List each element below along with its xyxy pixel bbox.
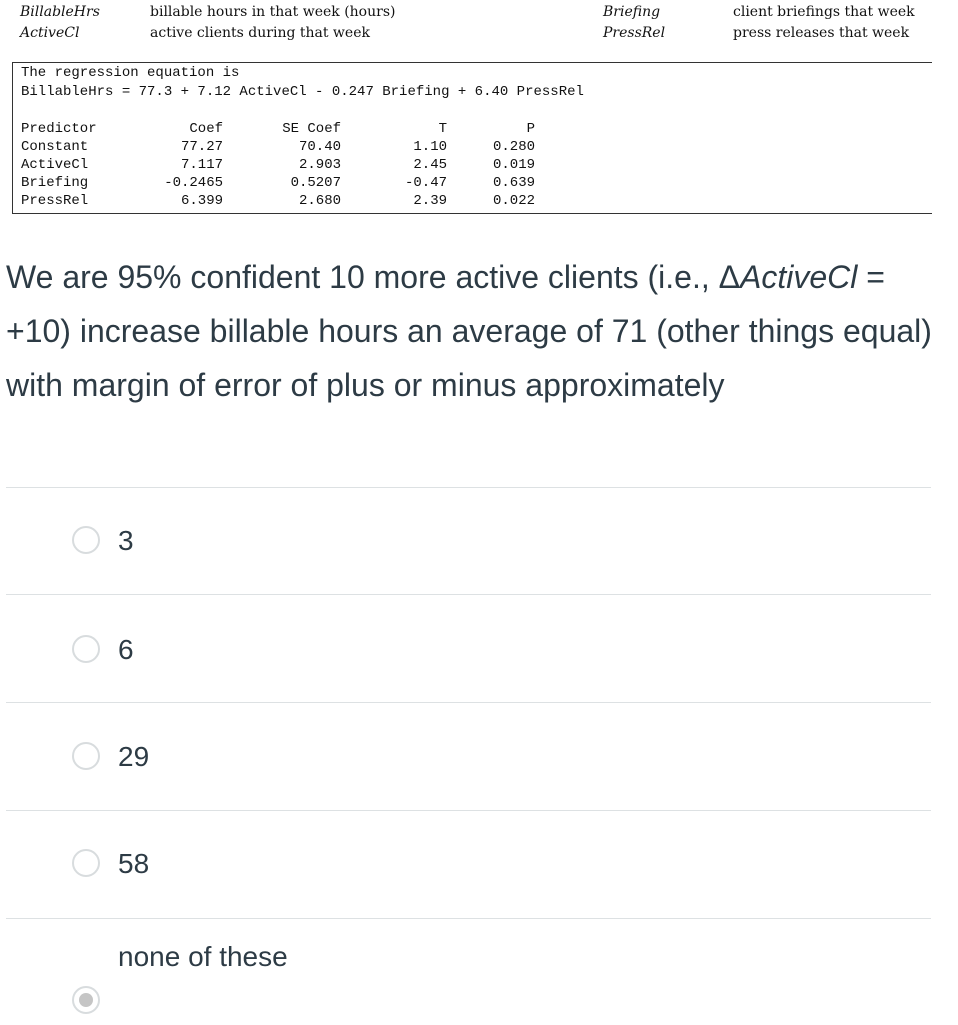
regression-output: [12, 62, 932, 214]
question-part: We are 95% confident 10 more active clients (i.e., Δ: [6, 259, 741, 295]
answer-option[interactable]: [6, 487, 931, 595]
table-cell: 2.903: [298, 157, 341, 173]
answer-option[interactable]: [6, 918, 931, 1025]
definition-desc: client briefings that week: [733, 4, 915, 20]
table-cell: 1.10: [413, 139, 447, 155]
table-cell: Constant: [21, 139, 89, 155]
table-header: T: [438, 121, 447, 137]
table-cell: 0.022: [492, 193, 535, 209]
definition-term: ActiveCl: [20, 25, 80, 41]
table-cell: 70.40: [298, 139, 341, 155]
table-cell: -0.47: [404, 175, 447, 191]
definition-desc: billable hours in that week (hours): [150, 4, 396, 20]
table-cell: 2.680: [298, 193, 341, 209]
question-part: = +10) increase billable hours an average of 71 (other things equal) with margin of error of plus or minus approximately: [6, 259, 932, 403]
definition-term: BillableHrs: [20, 4, 100, 20]
answer-option[interactable]: [6, 810, 931, 918]
table-cell: 7.117: [180, 157, 223, 173]
table-cell: -0.2465: [164, 175, 223, 191]
answer-option[interactable]: [6, 702, 931, 810]
question-italic: ActiveCl: [740, 259, 858, 295]
radio-button[interactable]: [72, 742, 100, 770]
table-cell: 2.39: [413, 193, 447, 209]
radio-button-selected[interactable]: [72, 986, 100, 1014]
answer-label: 6: [118, 634, 134, 665]
radio-button[interactable]: [72, 849, 100, 877]
variable-definitions: [0, 2, 958, 52]
table-cell: Briefing: [21, 175, 89, 191]
table-header: Predictor: [21, 121, 97, 137]
answer-label: 3: [118, 525, 134, 556]
answer-label: none of these: [118, 941, 288, 972]
definition-desc: press releases that week: [733, 25, 910, 41]
definition-term: Briefing: [603, 4, 661, 20]
regression-intro: The regression equation is: [21, 65, 240, 81]
table-cell: 6.399: [180, 193, 223, 209]
definition-term: PressRel: [603, 25, 666, 41]
table-header: SE Coef: [282, 121, 341, 137]
radio-button[interactable]: [72, 526, 100, 554]
radio-button[interactable]: [72, 635, 100, 663]
answer-label: 58: [118, 848, 150, 879]
table-cell: 0.280: [492, 139, 535, 155]
table-cell: ActiveCl: [21, 157, 89, 173]
table-cell: 0.5207: [290, 175, 341, 191]
table-cell: 2.45: [413, 157, 447, 173]
table-cell: 0.639: [492, 175, 535, 191]
answer-option[interactable]: [6, 594, 931, 702]
table-header: P: [526, 121, 535, 137]
table-cell: PressRel: [21, 193, 89, 209]
regression-equation: BillableHrs = 77.3 + 7.12 ActiveCl - 0.247 Briefing + 6.40 PressRel: [21, 84, 584, 100]
table-cell: 0.019: [492, 157, 535, 173]
table-cell: 77.27: [180, 139, 223, 155]
definition-desc: active clients during that week: [150, 25, 370, 41]
table-header: Coef: [189, 121, 223, 137]
answer-label: 29: [118, 741, 150, 772]
question-text: [6, 250, 936, 412]
